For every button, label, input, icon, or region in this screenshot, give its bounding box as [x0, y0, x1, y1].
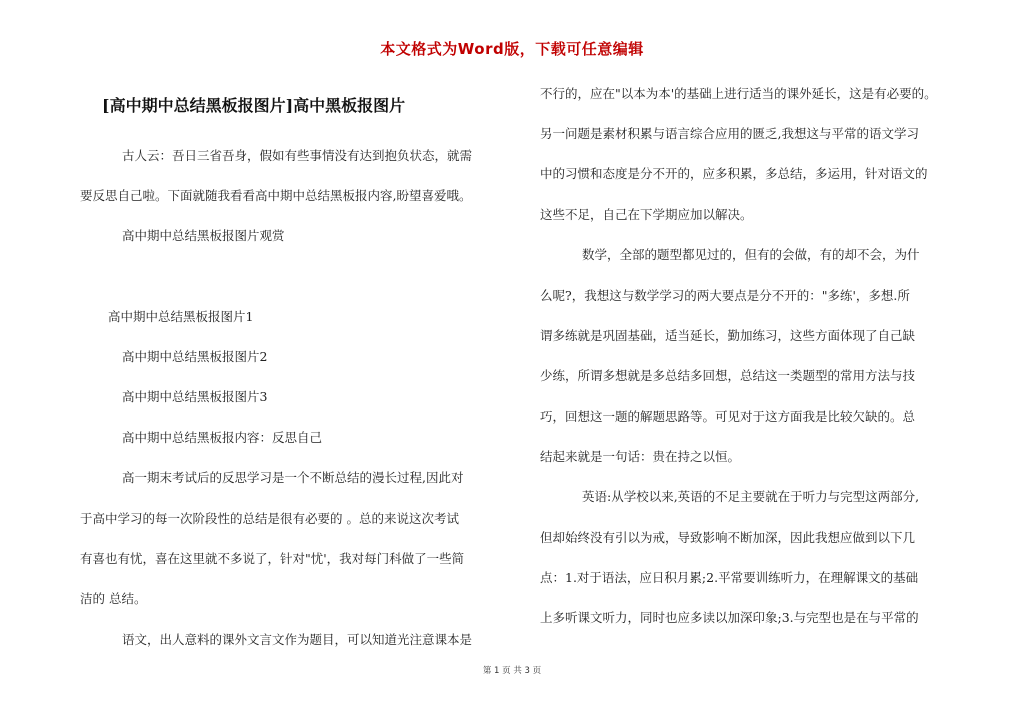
- right-paragraph-line: 谓多练就是巩固基础，适当延长，勤加练习，这些方面体现了自己缺: [540, 328, 916, 343]
- right-paragraph-line: 点：1.对于语法，应日积月累;2.平常要训练听力，在理解课文的基础: [540, 570, 919, 585]
- right-paragraph-line: 中的习惯和态度是分不开的，应多积累，多总结，多运用，针对语文的: [540, 166, 928, 181]
- left-paragraph-line: 高中期中总结黑板报图片1: [108, 309, 254, 324]
- watermark-header: 本文格式为Word版，下载可任意编辑: [380, 40, 644, 58]
- left-paragraph-line: 高中期中总结黑板报图片2: [122, 349, 268, 364]
- right-paragraph-line: 但却始终没有引以为戒，导致影响不断加深，因此我想应做到以下几: [540, 530, 916, 545]
- right-paragraph-line: 不行的，应在"以本为本'的基础上进行适当的课外延长，这是有必要的。: [540, 86, 937, 101]
- left-paragraph-line: 洁的 总结。: [80, 591, 147, 606]
- left-paragraph-line: 要反思自己啦。下面就随我看看高中期中总结黑板报内容,盼望喜爱哦。: [80, 188, 472, 203]
- right-paragraph-line: 上多听课文听力，同时也应多读以加深印象;3.与完型也是在与平常的: [540, 610, 919, 625]
- left-paragraph-line: 于高中学习的每一次阶段性的总结是很有必要的 。总的来说这次考试: [80, 511, 459, 526]
- document-title: [高中期中总结黑板报图片]高中黑板报图片: [102, 96, 406, 115]
- left-paragraph-line: 古人云：吾日三省吾身，假如有些事情没有达到抱负状态，就需: [122, 148, 473, 163]
- left-paragraph-line: 语文，出人意料的课外文言文作为题目，可以知道光注意课本是: [122, 632, 473, 647]
- right-paragraph-line: 巧，回想这一题的解题思路等。可见对于这方面我是比较欠缺的。总: [540, 409, 916, 424]
- left-paragraph-line: 高中期中总结黑板报图片3: [122, 389, 268, 404]
- right-paragraph-line: 数学，全部的题型都见过的，但有的会做，有的却不会，为什: [582, 247, 920, 262]
- right-paragraph-line: 少练，所谓多想就是多总结多回想，总结这一类题型的常用方法与技: [540, 368, 916, 383]
- right-paragraph-line: 么呢?，我想这与数学学习的两大要点是分不开的："多练'，多想.所: [540, 288, 910, 303]
- right-paragraph-line: 另一问题是素材积累与语言综合应用的匮乏,我想这与平常的语文学习: [540, 126, 919, 141]
- left-paragraph-line: 高中期中总结黑板报图片观赏: [122, 228, 285, 243]
- left-paragraph-line: 高一期末考试后的反思学习是一个不断总结的漫长过程,因此对: [122, 470, 464, 485]
- left-paragraph-line: 高中期中总结黑板报内容：反思自己: [122, 430, 323, 445]
- left-paragraph-line: 有喜也有忧，喜在这里就不多说了，针对"忧'，我对每门科做了一些简: [80, 551, 465, 566]
- right-paragraph-line: 英语:从学校以来,英语的不足主要就在于听力与完型这两部分,: [582, 489, 920, 504]
- right-paragraph-line: 这些不足，自己在下学期应加以解决。: [540, 207, 753, 222]
- right-paragraph-line: 结起来就是一句话：贵在持之以恒。: [540, 449, 741, 464]
- page-number-footer: 第 1 页 共 3 页: [482, 666, 542, 676]
